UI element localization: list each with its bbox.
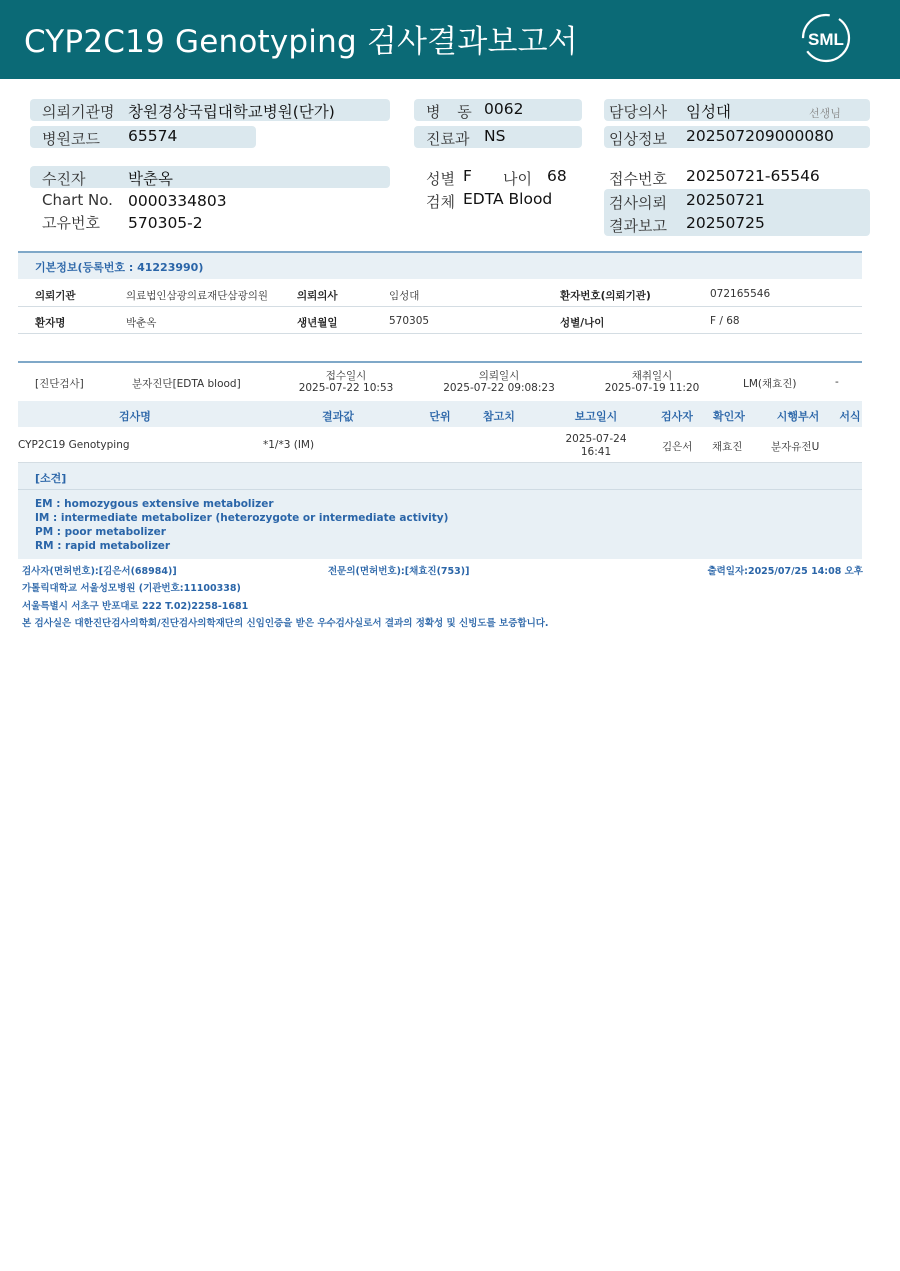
basic-row-divider: [18, 306, 862, 307]
col-reference: 참고치: [483, 410, 515, 423]
patient-label: 수진자: [42, 170, 86, 188]
basic-r1-l1: 의뢰기관: [35, 290, 76, 302]
basic-r1-l3: 환자번호(의뢰기관): [560, 290, 651, 302]
basic-r1-v1: 의료법인삼광의료재단삼광의원: [126, 290, 269, 302]
sml-logo: [800, 12, 852, 64]
remark-line-em: EM : homozygous extensive metabolizer: [35, 498, 274, 510]
doctor-value: 임성대: [686, 103, 731, 121]
receipt-time: 2025-07-22 10:53: [298, 382, 394, 394]
specimen-value: EDTA Blood: [463, 190, 553, 208]
remark-line-pm: PM : poor metabolizer: [35, 526, 166, 538]
test-top-border: [18, 361, 862, 363]
footer-certification: 본 검사실은 대한진단검사의학회/진단검사의학재단의 신임인증을 받은 우수검사실로서 결과의 정확성 및 신빙도를 보증합니다.: [22, 618, 549, 629]
col-dept: 시행부서: [776, 410, 820, 423]
receipt-label: 접수일시: [325, 370, 367, 382]
chart-value: 0000334803: [128, 192, 227, 210]
basic-r2-l1: 환자명: [35, 317, 66, 329]
basic-r1-v2: 임성대: [389, 290, 420, 302]
row-report-time: 16:41: [580, 446, 612, 458]
basic-r2-v3: F / 68: [710, 315, 740, 327]
patient-value: 박춘옥: [128, 170, 173, 188]
col-tester: 검사자: [661, 410, 693, 423]
remarks-divider: [18, 489, 862, 490]
col-report-time: 보고일시: [574, 410, 618, 423]
hospital-code-value: 65574: [128, 127, 178, 145]
basic-heading: 기본정보(등록번호 : 41223990): [35, 261, 204, 274]
institution-label: 의뢰기관명: [42, 103, 115, 121]
basic-r1-v3: 072165546: [710, 288, 771, 300]
logo-text: SML: [808, 30, 844, 49]
row-result: *1/*3 (IM): [263, 439, 315, 451]
receipt-no-value: 20250721-65546: [686, 167, 820, 185]
request-time: 2025-07-22 09:08:23: [443, 382, 555, 394]
basic-r2-l2: 생년월일: [297, 317, 338, 329]
remark-line-im: IM : intermediate metabolizer (heterozygote or intermediate activity): [35, 512, 449, 524]
basic-bottom-divider: [18, 333, 862, 334]
test-name: 분자진단[EDTA blood]: [132, 378, 241, 390]
basic-r2-v1: 박춘옥: [126, 317, 157, 329]
row-tester: 김은서: [662, 441, 693, 453]
institution-value: 창원경상국립대학교병원(단가): [128, 103, 335, 121]
hospital-code-label: 병원코드: [42, 130, 100, 148]
sex-value: F: [463, 167, 472, 185]
id-value: 570305-2: [128, 214, 203, 232]
request-label: 의뢰일시: [478, 370, 520, 382]
dept-label: 진료과: [426, 130, 470, 148]
footer-tester: 검사자(면허번호):[김은서(68984)]: [22, 566, 177, 577]
age-value: 68: [547, 167, 567, 185]
age-label: 나이: [503, 170, 532, 188]
basic-r1-l2: 의뢰의사: [297, 290, 338, 302]
chart-label: Chart No.: [42, 191, 113, 209]
dept-value: NS: [484, 127, 506, 145]
basic-r2-v2: 570305: [389, 315, 430, 327]
lm-dash: -: [835, 376, 839, 388]
col-form: 서식: [839, 410, 861, 423]
col-result: 결과값: [322, 410, 354, 423]
footer-address: 서울특별시 서초구 반포대로 222 T.02)2258-1681: [22, 601, 249, 612]
report-date-value: 20250725: [686, 214, 765, 232]
report-title: CYP2C19 Genotyping 검사결과보고서: [24, 24, 578, 60]
footer-hospital: 가톨릭대학교 서울성모병원 (기관번호:11100338): [22, 583, 241, 594]
doctor-label: 담당의사: [609, 103, 667, 121]
test-category: [진단검사]: [35, 378, 84, 390]
collect-time: 2025-07-19 11:20: [604, 382, 700, 394]
specimen-label: 검체: [426, 193, 455, 211]
footer-printed: 출력일자:2025/07/25 14:08 오후: [707, 566, 863, 577]
receipt-no-label: 접수번호: [609, 170, 667, 188]
col-unit: 단위: [429, 410, 451, 423]
ward-value: 0062: [484, 100, 524, 118]
report-date-label: 결과보고: [609, 217, 667, 235]
row-test-name: CYP2C19 Genotyping: [18, 439, 130, 451]
basic-r2-l3: 성별/나이: [560, 317, 605, 329]
col-test-name: 검사명: [119, 410, 151, 423]
clinical-label: 임상정보: [609, 130, 667, 148]
clinical-value: 202507209000080: [686, 127, 834, 145]
request-date-label: 검사의뢰: [609, 194, 667, 212]
col-confirmer: 확인자: [713, 410, 745, 423]
lm-value: LM(채효진): [743, 378, 797, 390]
ward-label: 병 동: [426, 103, 478, 121]
footer-specialist: 전문의(면허번호):[채효진(753)]: [328, 566, 470, 577]
row-dept: 분자유전U: [771, 441, 820, 453]
row-report-date: 2025-07-24: [565, 433, 627, 445]
sex-label: 성별: [426, 170, 455, 188]
remark-line-rm: RM : rapid metabolizer: [35, 540, 171, 552]
request-date-value: 20250721: [686, 191, 765, 209]
remarks-heading: [소견]: [35, 472, 67, 485]
row-confirmer: 채효진: [712, 441, 743, 453]
collect-label: 채취일시: [631, 370, 673, 382]
id-label: 고유번호: [42, 214, 100, 232]
doctor-suffix: 선생님: [809, 107, 841, 120]
